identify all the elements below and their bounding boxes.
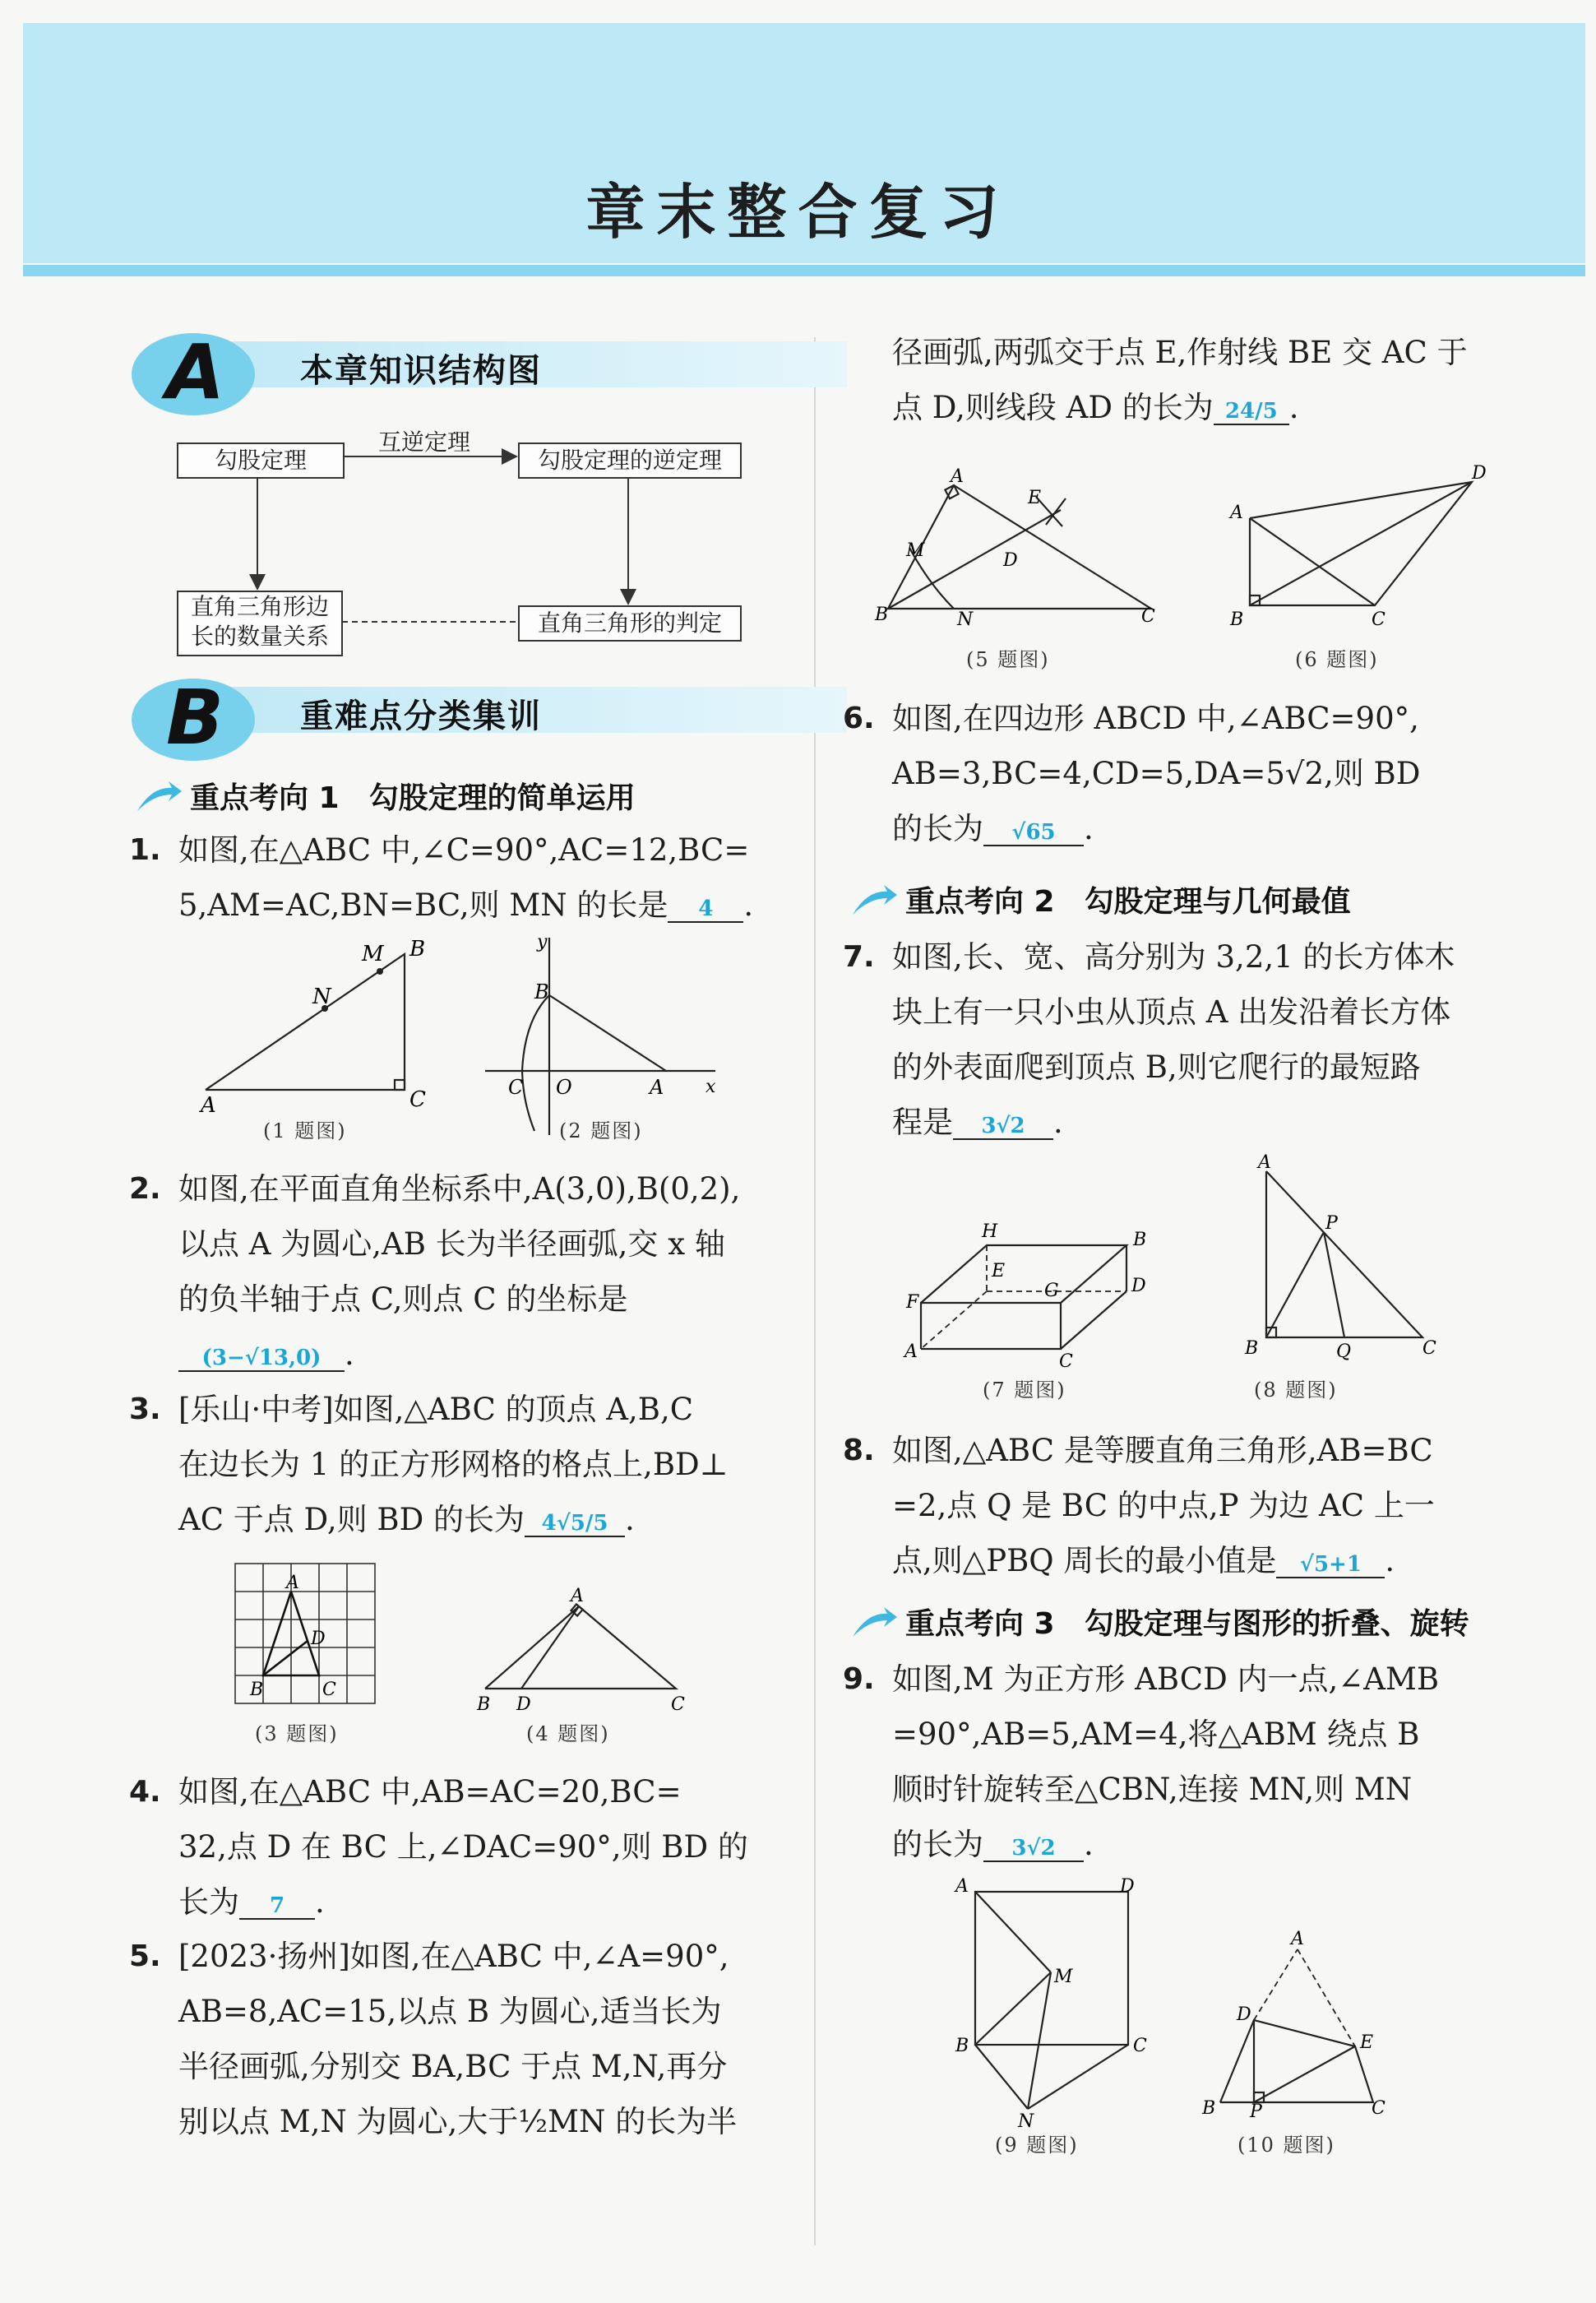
question-7-line4-text: 程是 [892, 1105, 953, 1140]
section-b-header [132, 674, 855, 762]
question-3-number: 3. [129, 1392, 161, 1426]
figures-3-4 [222, 1559, 732, 1723]
flow-node-relation-line2: 长的数量关系 [190, 623, 329, 650]
fig5-label-e: E [1028, 488, 1042, 508]
question-5-line6-text: 点 D,则线段 AD 的长为 [892, 390, 1214, 425]
question-7-line4 [892, 1095, 1517, 1150]
question-3-line1: [乐山·中考]如图,△ABC 的顶点 A,B,C [178, 1392, 694, 1427]
question-9-end: . [1084, 1827, 1094, 1862]
figure-4-triangle [485, 1604, 676, 1689]
flow-node-pythagorean: 勾股定理 [177, 443, 345, 479]
flow-link-label: 互逆定理 [378, 429, 471, 456]
question-3-line2: 在边长为 1 的正方形网格的格点上,BD⊥ [178, 1447, 729, 1482]
fig9-label-d: D [1120, 1876, 1135, 1897]
fig3-label-d: D [311, 1629, 326, 1649]
figures-9-10 [946, 1867, 1439, 2132]
question-3-end: . [625, 1502, 635, 1537]
fig6-label-c: C [1372, 609, 1386, 630]
question-3 [129, 1382, 803, 1547]
question-5 [129, 1929, 803, 2149]
fig7-label-a: A [904, 1341, 918, 1362]
question-8-line1: 如图,△ABC 是等腰直角三角形,AB=BC [892, 1433, 1433, 1468]
question-9-line1: 如图,M 为正方形 ABCD 内一点,∠AMB [892, 1661, 1440, 1697]
question-9-answer: 3√2 [983, 1836, 1084, 1862]
fig7-label-e: E [992, 1261, 1006, 1281]
section-b-letter: B [166, 674, 224, 762]
caption-figure-4: (4 题图) [526, 1722, 610, 1745]
question-5-line4: 别以点 M,N 为圆心,大于½MN 的长为半 [178, 2104, 738, 2139]
fig5-label-c: C [1141, 606, 1155, 627]
flow-node-relation-line1: 直角三角形边 [190, 593, 329, 620]
topic-2-text: 重点考向 2 勾股定理与几何最值 [905, 885, 1351, 919]
figure-5 [888, 485, 1151, 609]
fig2-label-a: A [650, 1076, 664, 1099]
figure-9 [975, 1892, 1128, 2109]
question-4 [129, 1764, 803, 1930]
caption-figure-1: (1 题图) [263, 1119, 347, 1142]
fig10-label-d: D [1237, 2004, 1251, 2025]
fig5-label-b: B [875, 605, 889, 625]
question-4-end: . [315, 1884, 325, 1920]
question-5-line5: 径画弧,两弧交于点 E,作射线 BE 交 AC 于 [892, 335, 1468, 370]
question-4-line1: 如图,在△ABC 中,AB=AC=20,BC= [178, 1774, 682, 1810]
fig2-label-y: y [537, 932, 548, 952]
question-6-end: . [1084, 811, 1094, 846]
question-9 [843, 1652, 1517, 1872]
fig6-label-d: D [1472, 463, 1487, 484]
question-7-line2: 块上有一只小虫从顶点 A 出发沿着长方体 [892, 994, 1451, 1030]
question-2-number: 2. [129, 1172, 161, 1206]
flow-node-converse: 勾股定理的逆定理 [518, 443, 742, 479]
topic-1-heading [136, 775, 636, 817]
question-8-line3-text: 点,则△PBQ 周长的最小值是 [892, 1543, 1277, 1578]
figure-2 [485, 938, 715, 1135]
fig1-label-b: B [409, 937, 426, 962]
fig5-label-m: M [906, 540, 925, 561]
figure-1 [206, 954, 405, 1090]
question-6-line3-text: 的长为 [892, 811, 983, 846]
question-4-number: 4. [129, 1775, 161, 1809]
figure-10-fold [1254, 1949, 1355, 2046]
fig9-label-m: M [1054, 1967, 1073, 1987]
question-8 [843, 1423, 1517, 1588]
figure-6 [1250, 482, 1472, 605]
topic-2-heading [851, 878, 1351, 920]
figure-7-hidden [921, 1245, 1126, 1349]
fig8-label-q: Q [1336, 1341, 1352, 1362]
question-9-line3: 顺时针旋转至△CBN,连接 MN,则 MN [892, 1772, 1413, 1807]
fig1-label-a: A [201, 1093, 216, 1118]
question-6-line1: 如图,在四边形 ABCD 中,∠ABC=90°, [892, 701, 1419, 736]
fig5-label-a: A [951, 466, 964, 487]
question-1-line2 [178, 878, 803, 933]
fig7-label-f: F [906, 1292, 919, 1313]
fig4-label-a: A [571, 1586, 584, 1606]
section-a-title: 本章知识结构图 [300, 352, 542, 390]
question-2-end: . [345, 1337, 354, 1372]
question-8-end: . [1385, 1543, 1395, 1578]
section-b-title: 重难点分类集训 [300, 697, 542, 735]
question-2-line2: 以点 A 为圆心,AB 长为半径画弧,交 x 轴 [178, 1226, 725, 1262]
fig3-label-c: C [322, 1680, 336, 1700]
fig6-label-a: A [1230, 503, 1243, 523]
question-9-line4 [892, 1817, 1517, 1872]
topic-1-text: 重点考向 1 勾股定理的简单运用 [190, 781, 636, 815]
question-4-line3 [178, 1874, 803, 1930]
question-8-number: 8. [843, 1434, 875, 1467]
question-6-line2: AB=3,BC=4,CD=5,DA=5√2,则 BD [892, 756, 1421, 791]
question-4-line3-text: 长为 [178, 1884, 239, 1920]
caption-figure-7: (7 题图) [983, 1379, 1066, 1402]
topic-arrow-icon [136, 780, 182, 813]
fig8-label-c: C [1423, 1338, 1436, 1359]
question-9-line2: =90°,AB=5,AM=4,将△ABM 绕点 B [892, 1717, 1420, 1752]
question-3-answer: 4√5/5 [525, 1511, 625, 1537]
question-8-line2: =2,点 Q 是 BC 的中点,P 为边 AC 上一 [892, 1488, 1435, 1523]
fig5-label-d: D [1003, 550, 1018, 571]
question-6 [843, 691, 1517, 856]
fig6-label-b: B [1230, 609, 1244, 630]
fig10-label-b: B [1202, 2098, 1216, 2119]
page-title: 章末整合复习 [585, 178, 1011, 247]
fig1-label-n: N [312, 985, 331, 1009]
fig8-label-a: A [1258, 1152, 1271, 1173]
caption-figure-10: (10 题图) [1237, 2134, 1335, 2157]
question-7-end: . [1053, 1105, 1063, 1140]
question-2-line1: 如图,在平面直角坐标系中,A(3,0),B(0,2), [178, 1171, 741, 1207]
figures-1-2 [189, 932, 814, 1143]
fig9-label-a: A [955, 1876, 969, 1897]
fig1-label-c: C [409, 1087, 426, 1112]
fig1-point-m [377, 968, 383, 975]
question-2-line3: 的负半轴于点 C,则点 C 的坐标是 [178, 1281, 628, 1317]
question-7-line1: 如图,长、宽、高分别为 3,2,1 的长方体木 [892, 939, 1455, 975]
question-5-line1: [2023·扬州]如图,在△ABC 中,∠A=90°, [178, 1939, 729, 1974]
question-8-answer: √5+1 [1276, 1552, 1385, 1578]
fig10-label-c: C [1372, 2098, 1386, 2119]
caption-figure-8: (8 题图) [1254, 1379, 1338, 1402]
question-4-answer: 7 [239, 1893, 315, 1920]
topic-3-heading [851, 1601, 1469, 1643]
question-5-end: . [1288, 390, 1299, 425]
question-1-line1: 如图,在△ABC 中,∠C=90°,AC=12,BC= [178, 832, 750, 868]
fig3-label-b: B [250, 1680, 264, 1700]
caption-figure-3: (3 题图) [255, 1722, 339, 1745]
fig3-label-a: A [286, 1573, 299, 1593]
fig4-label-d: D [516, 1694, 531, 1715]
caption-figure-5: (5 题图) [966, 648, 1050, 671]
fig9-label-b: B [955, 2036, 969, 2056]
fig9-label-n: N [1018, 2111, 1034, 2132]
fig1-label-m: M [362, 942, 384, 966]
question-9-line4-text: 的长为 [892, 1827, 983, 1862]
fig2-label-x: x [705, 1077, 716, 1097]
figure-8-triangle [1266, 1171, 1423, 1337]
fig2-label-o: O [556, 1076, 572, 1099]
fig7-label-g: G [1044, 1281, 1059, 1301]
caption-figure-6: (6 题图) [1295, 648, 1379, 671]
caption-figure-9: (9 题图) [995, 2134, 1079, 2157]
topic-arrow-icon [851, 1606, 897, 1638]
question-4-line2: 32,点 D 在 BC 上,∠DAC=90°,则 BD 的 [178, 1829, 748, 1865]
question-5-number: 5. [129, 1939, 161, 1973]
fig8-label-b: B [1245, 1338, 1259, 1359]
figure-10 [1220, 2020, 1373, 2102]
question-1-number: 1. [129, 833, 161, 867]
question-2 [129, 1161, 803, 1382]
question-5-line3: 半径画弧,分别交 BA,BC 于点 M,N,再分 [178, 2049, 728, 2084]
question-1-answer: 4 [668, 897, 743, 923]
fig8-label-p: P [1325, 1213, 1338, 1234]
question-1-end: . [743, 887, 754, 923]
question-3-line3-text: AC 于点 D,则 BD 的长为 [178, 1502, 525, 1537]
fig9-label-c: C [1133, 2036, 1147, 2056]
fig7-label-c: C [1059, 1351, 1073, 1372]
question-7 [843, 929, 1517, 1150]
question-5-answer: 24/5 [1214, 399, 1289, 425]
fig7-label-d: D [1131, 1276, 1146, 1296]
fig10-label-a: A [1291, 1929, 1304, 1949]
fig2-label-c: C [508, 1076, 524, 1099]
question-5-line6 [892, 380, 1517, 435]
question-5-continued [892, 325, 1517, 435]
question-9-number: 9. [843, 1662, 875, 1696]
fig10-label-p: P [1250, 2101, 1262, 2122]
question-1 [129, 822, 803, 933]
question-2-answer: (3−√13,0) [178, 1346, 345, 1372]
figures-7-8 [896, 1152, 1488, 1374]
question-8-line3 [892, 1533, 1517, 1588]
topic-arrow-icon [851, 883, 897, 916]
question-2-line4 [178, 1327, 803, 1382]
fig4-label-c: C [671, 1694, 685, 1715]
question-6-number: 6. [843, 702, 875, 735]
section-a-letter: A [166, 328, 225, 416]
fig10-label-e: E [1360, 2032, 1374, 2053]
figure-7-box [921, 1245, 1126, 1349]
question-7-answer: 3√2 [953, 1114, 1053, 1140]
fig7-label-h: H [982, 1221, 998, 1242]
topic-3-text: 重点考向 3 勾股定理与图形的折叠、旋转 [905, 1607, 1469, 1641]
question-5-line2: AB=8,AC=15,以点 B 为圆心,适当长为 [178, 1994, 722, 2029]
fig2-label-b: B [534, 980, 549, 1003]
flow-node-judgement: 直角三角形的判定 [518, 605, 742, 642]
figures-5-6 [872, 461, 1497, 642]
fig7-label-b: B [1133, 1230, 1147, 1250]
question-7-line3: 的外表面爬到顶点 B,则它爬行的最短路 [892, 1050, 1421, 1085]
question-7-number: 7. [843, 940, 875, 974]
question-1-line2-text: 5,AM=AC,BN=BC,则 MN 的长是 [178, 887, 668, 923]
question-6-answer: √65 [983, 820, 1084, 846]
caption-figure-2: (2 题图) [559, 1119, 643, 1142]
fig4-label-b: B [477, 1694, 491, 1715]
question-3-line3 [178, 1492, 803, 1547]
question-6-line3 [892, 801, 1517, 856]
fig5-label-n: N [957, 609, 974, 630]
